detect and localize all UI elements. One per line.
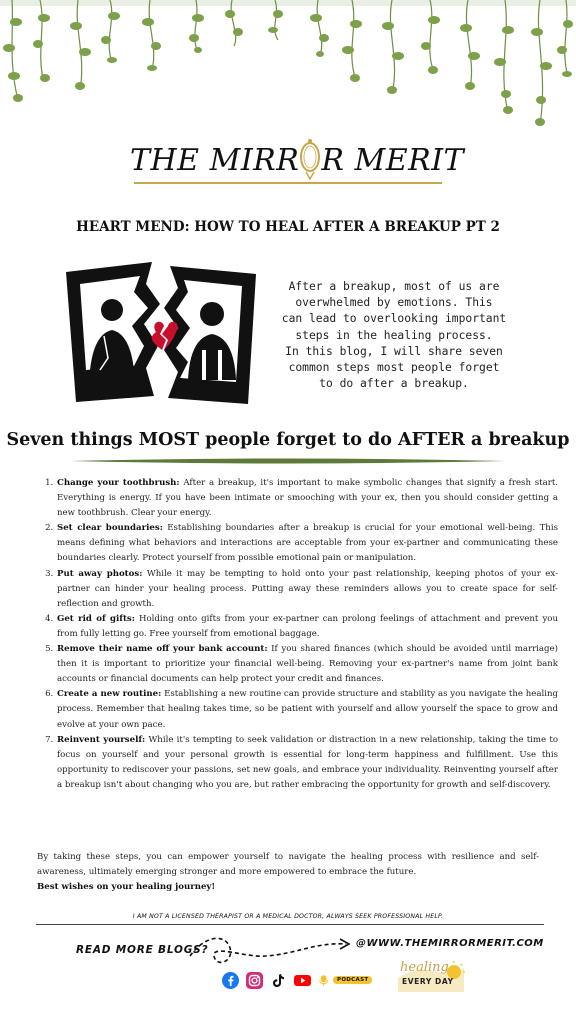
badge-word-every-day: EVERY DAY	[402, 977, 454, 986]
logo-underline	[134, 182, 442, 184]
intro-line: can lead to overlooking important	[281, 312, 507, 326]
list-item	[56, 642, 558, 687]
instagram-icon[interactable]	[246, 972, 263, 989]
step-title: Remove their name off your bank account:	[57, 644, 268, 655]
step-text: If you shared finances (which should be avoided until marriage) then it is important to prioritize your financial well-being. Removing your ex-partner's name from joint bank accounts or financial documents can help protect your credit and finances.	[57, 644, 558, 685]
section-heading: Seven things MOST people forget to do AFTER a breakup	[6, 430, 570, 450]
step-text: After a breakup, it's important to make symbolic changes that signify a fresh start. Everything is energy. If you have been intimate or smooching with your ex, then you should consider getting a new toothbrush. Clear your energy.	[57, 478, 559, 519]
dashed-arrow-icon	[186, 928, 356, 972]
broken-photo-illustration	[60, 258, 268, 408]
step-text: Establishing a new routine can provide structure and stability as you navigate the healing process. Remember that healing takes time, so be patient with yourself and allow yourself the space to grow and evolve at your own pace.	[57, 689, 558, 730]
intro-line: steps in the healing process.	[295, 328, 493, 342]
footer-divider	[36, 924, 544, 925]
step-title: Reinvent yourself:	[57, 734, 146, 745]
tiktok-icon[interactable]	[270, 972, 287, 989]
step-title: Put away photos:	[57, 568, 143, 579]
disclaimer: I AM NOT A LICENSED THERAPIST OR A MEDICAL DOCTOR, ALWAYS SEEK PROFESSIONAL HELP.	[132, 913, 444, 920]
intro-line: to do after a breakup.	[319, 377, 469, 391]
read-more-link[interactable]: READ MORE BLOGS?	[76, 944, 209, 956]
website-link[interactable]: @WWW.THEMIRRORMERIT.COM	[356, 938, 544, 949]
step-text: While it's tempting to seek validation or distraction in a new relationship, taking the time to focus on yourself and your personal growth is essential for long-term happiness and fulfillment. Use this opportunity to rediscover your passions, set new goals, and embrace your individuality. Reinventing yourself after a breakup isn't about changing who you are, but rather embracing the opportunity for growth and self-discovery.	[57, 734, 558, 790]
badge-word-healing: healing	[400, 960, 449, 975]
list-item	[56, 567, 558, 612]
list-item	[56, 687, 558, 732]
step-title: Create a new routine:	[57, 689, 162, 700]
step-title: Change your toothbrush:	[57, 478, 180, 488]
mirror-icon	[297, 135, 323, 181]
step-text: While it may be tempting to hold onto your past relationship, keeping photos of your ex-partner can hinder your healing process. Putting away these reminders allows you to create space for self-reflection and growth.	[57, 568, 558, 609]
brand-logo	[130, 135, 465, 187]
hanging-vines-decoration	[0, 0, 576, 135]
step-title: Set clear boundaries:	[57, 523, 163, 534]
list-item	[56, 733, 558, 793]
healing-every-day-badge	[396, 958, 466, 992]
youtube-icon[interactable]	[294, 972, 311, 989]
photo-right-half	[164, 266, 256, 404]
intro-line: common steps most people forget	[288, 361, 500, 375]
social-links	[222, 970, 372, 990]
heading-divider	[70, 457, 506, 465]
intro-line: After a breakup, most of us are	[288, 280, 500, 293]
facebook-icon[interactable]	[222, 972, 239, 989]
list-item	[56, 476, 558, 521]
step-title: Get rid of gifts:	[57, 613, 135, 624]
step-text: Holding onto gifts from your ex-partner can prolong feelings of attachment and prevent you from fully letting go. Free yourself from emotional baggage.	[57, 613, 559, 639]
intro-line: overwhelmed by emotions. This	[295, 296, 493, 310]
brand-logo-text	[130, 143, 465, 178]
logo-text-left: THE MIRR	[130, 143, 300, 178]
podcast-icon	[318, 972, 330, 989]
list-item	[56, 612, 558, 642]
podcast-label: PODCAST	[333, 976, 372, 984]
step-text: Establishing boundaries after a breakup is crucial for your emotional well-being. This means defining what behaviors and interactions are acceptable from your ex-partner and communicating these boundaries clearly. Protect yourself from possible emotional pain or manipulation.	[57, 523, 559, 564]
intro-paragraph	[278, 279, 510, 392]
closing-paragraph	[37, 850, 539, 895]
photo-left-half	[66, 262, 160, 402]
steps-list	[37, 476, 558, 793]
intro-line: In this blog, I will share seven	[285, 344, 503, 358]
logo-text-right: R MERIT	[321, 143, 465, 178]
list-item	[56, 521, 558, 566]
closing-text: By taking these steps, you can empower yourself to navigate the healing process with resilience and self-awareness, ultimately emerging stronger and more empowered to embrace the future.	[37, 852, 539, 877]
podcast-link[interactable]	[318, 972, 372, 989]
closing-wishes: Best wishes on your healing journey!	[37, 882, 216, 892]
post-title: HEART MEND: HOW TO HEAL AFTER A BREAKUP PT 2	[76, 219, 500, 235]
